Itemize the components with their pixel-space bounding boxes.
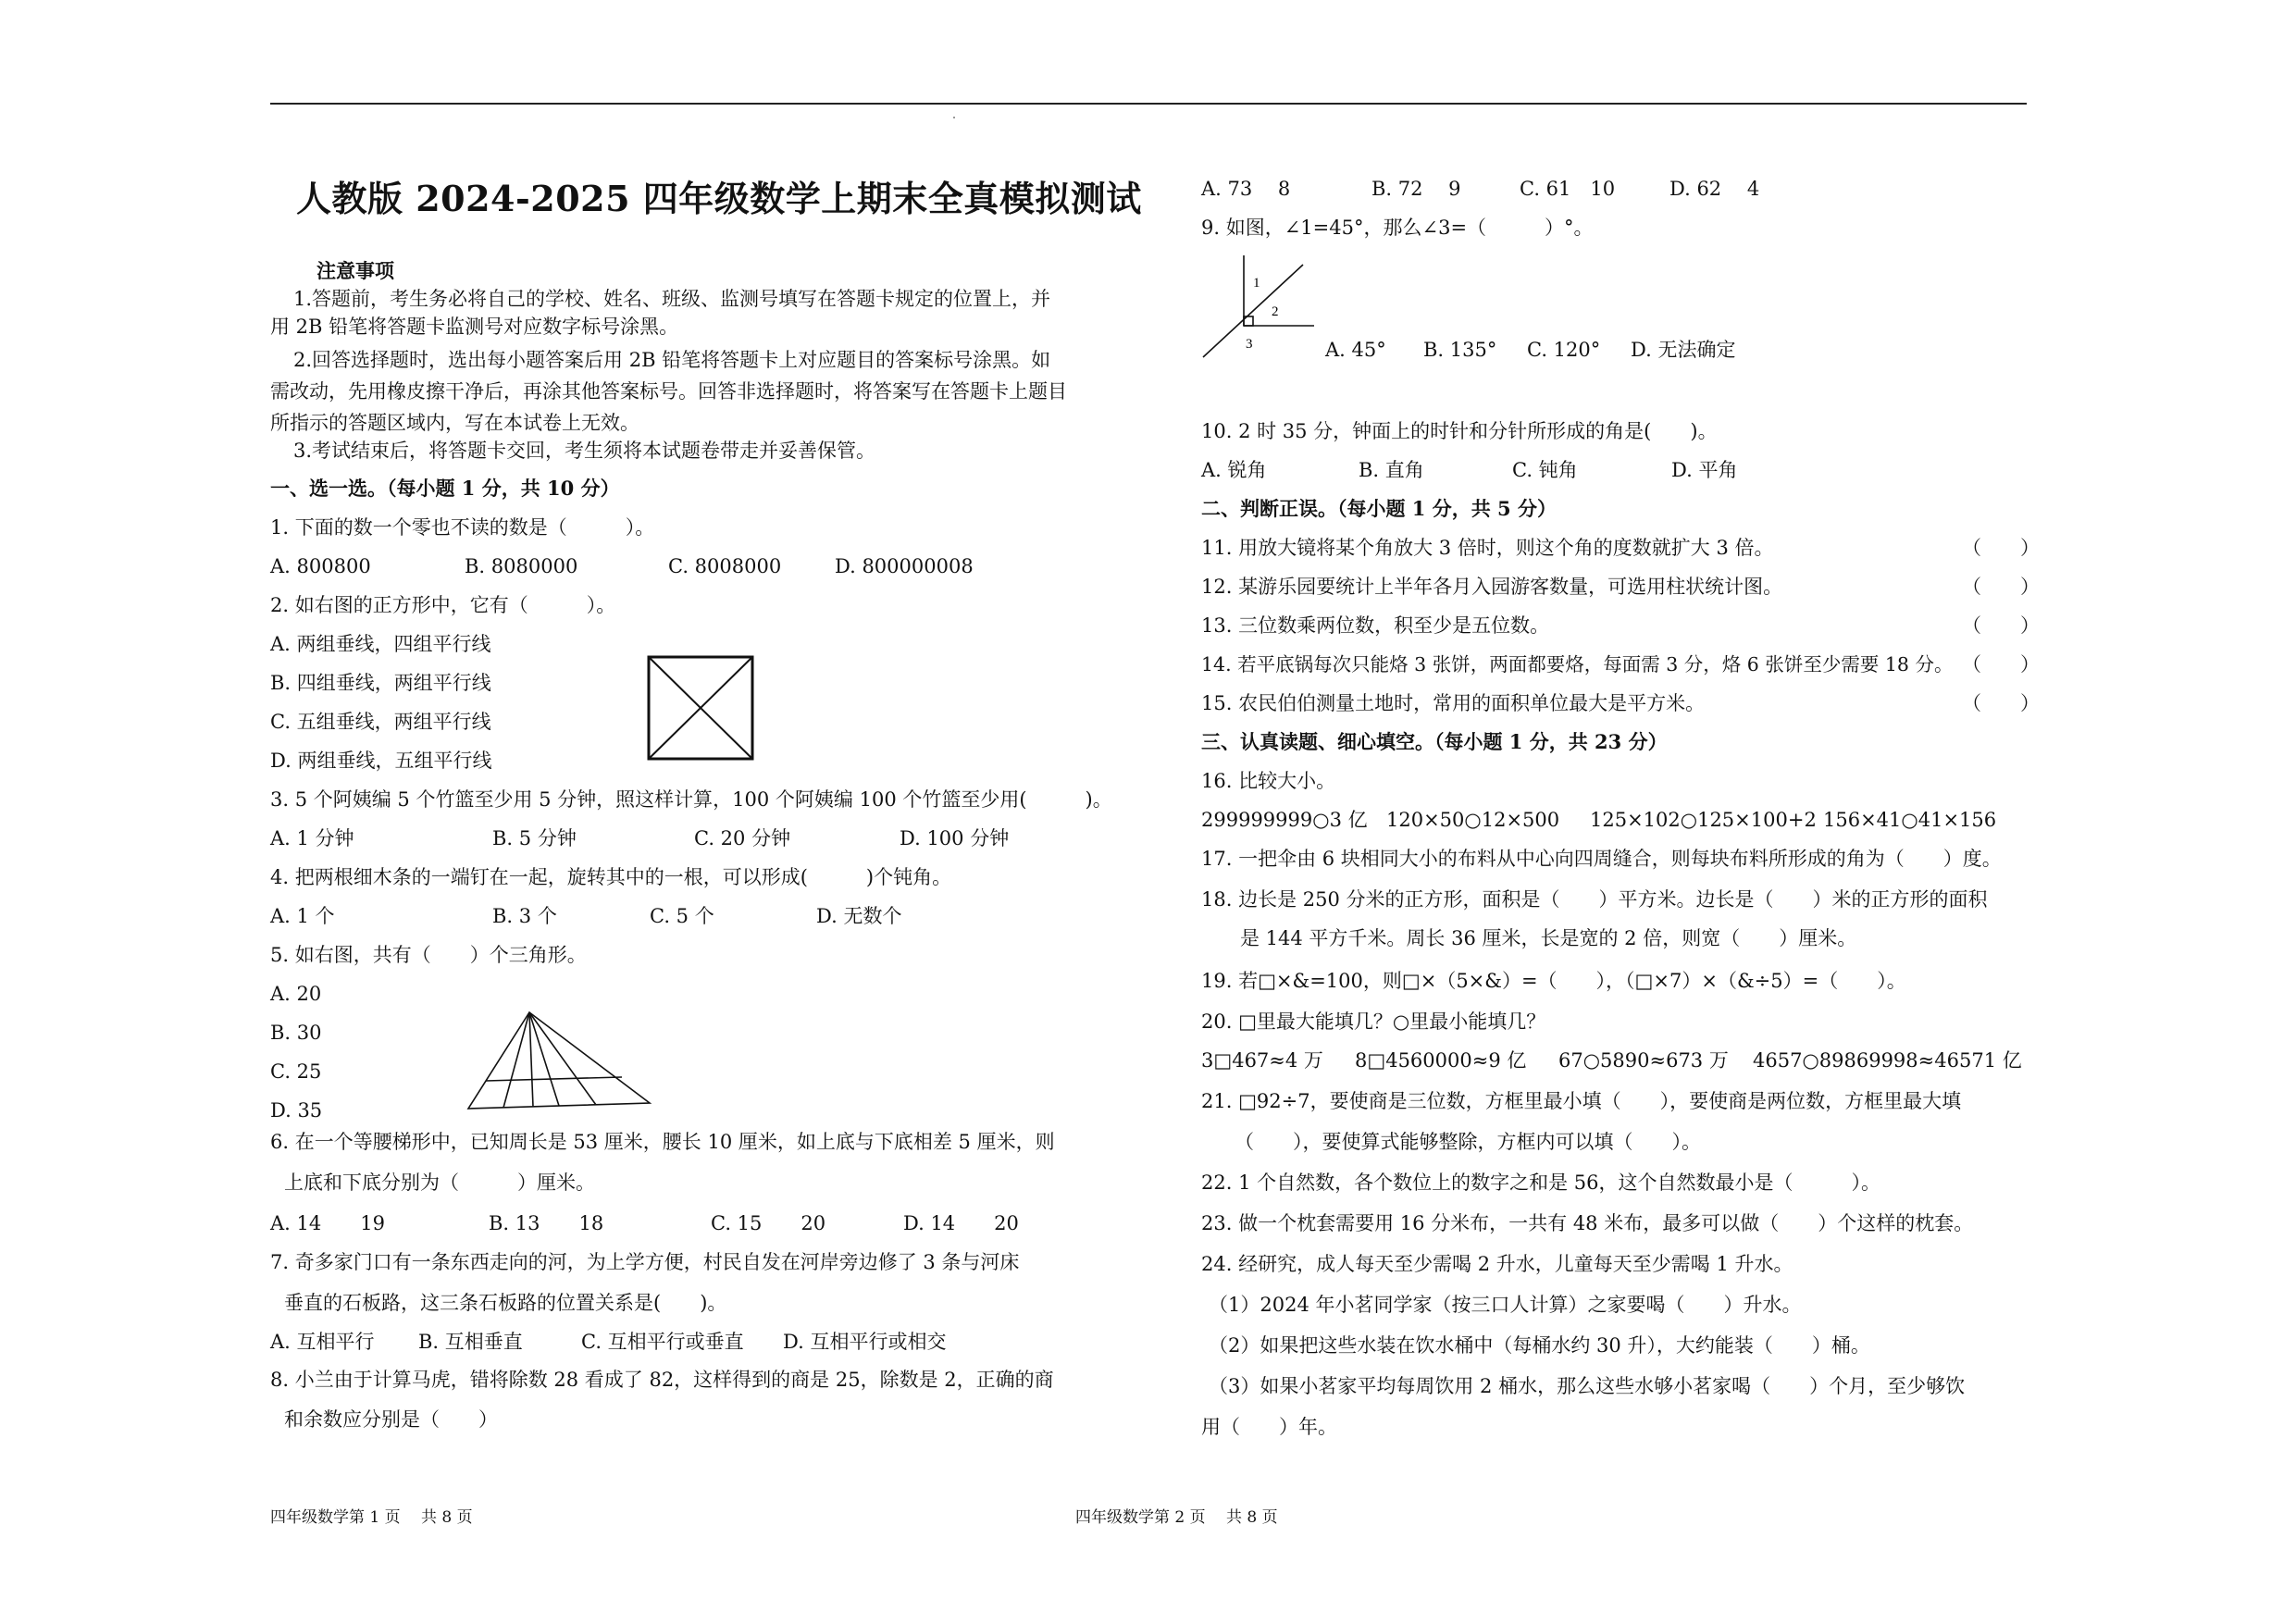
q1-option-a[interactable]: A. 800800	[270, 555, 371, 577]
q24-part-2: （2）如果把这些水装在饮水桶中（每桶水约 30 升），大约能装（ ）桶。	[1209, 1334, 1870, 1357]
q15-answer-box[interactable]: （ ）	[1962, 692, 2040, 714]
q9-option-c[interactable]: C. 120°	[1527, 339, 1601, 361]
q9-option-a[interactable]: A. 45°	[1325, 339, 1386, 361]
q2-option-c[interactable]: C. 五组垂线，两组平行线	[270, 711, 491, 733]
q2-option-a[interactable]: A. 两组垂线，四组平行线	[270, 633, 491, 655]
q7-line-2: 垂直的石板路，这三条石板路的位置关系是( )。	[284, 1292, 727, 1314]
q2-option-d[interactable]: D. 两组垂线，五组平行线	[270, 750, 492, 772]
q10-option-b[interactable]: B. 直角	[1359, 459, 1424, 481]
q15-text: 15. 农民伯伯测量土地时，常用的面积单位最大是平方米。	[1201, 692, 1706, 714]
q5-stem: 5. 如右图，共有（ ）个三角形。	[270, 944, 587, 966]
section-2-heading: 二、判断正误。（每小题 1 分，共 5 分）	[1201, 497, 1557, 520]
q20-item-1: 3□467≈4 万	[1201, 1049, 1323, 1072]
q6-option-a[interactable]: A. 14 19	[270, 1212, 385, 1234]
q11-text: 11. 用放大镜将某个角放大 3 倍时，则这个角的度数就扩大 3 倍。	[1201, 537, 1774, 559]
header-dot	[953, 117, 955, 118]
q13-text: 13. 三位数乘两位数，积至少是五位数。	[1201, 614, 1550, 637]
q20-item-3: 67○5890≈673 万	[1558, 1049, 1729, 1072]
q9-label-3: 3	[1246, 337, 1253, 352]
angle-lines-figure	[1201, 255, 1322, 359]
footer-page-2: 四年级数学第 2 页 共 8 页	[1075, 1508, 1278, 1527]
notice-line-2: 用 2B 铅笔将答题卡监测号对应数字标号涂黑。	[270, 316, 679, 338]
q16-item-3: 125×102○125×100+2	[1590, 809, 1817, 831]
q13-answer-box[interactable]: （ ）	[1962, 614, 2040, 637]
q7-option-c[interactable]: C. 互相平行或垂直	[581, 1331, 744, 1353]
q8-line-2: 和余数应分别是（ ）	[284, 1408, 498, 1431]
q22-text: 22. 1 个自然数，各个数位上的数字之和是 56，这个自然数最小是（ ）。	[1201, 1172, 1881, 1194]
q5-option-a[interactable]: A. 20	[270, 983, 322, 1005]
q14-text: 14. 若平底锅每次只能烙 3 张饼，两面都要烙，每面需 3 分，烙 6 张饼至少需要 18 分。	[1201, 653, 1954, 676]
q20-item-2: 8□4560000≈9 亿	[1355, 1049, 1527, 1072]
q5-option-d[interactable]: D. 35	[270, 1099, 323, 1122]
q8-option-a[interactable]: A. 73 8	[1201, 178, 1291, 200]
header-rule	[270, 103, 2027, 105]
q24-part-3a: （3）如果小茗家平均每周饮用 2 桶水，那么这些水够小茗家喝（ ）个月，至少够饮	[1209, 1375, 1966, 1397]
notice-line-5: 所指示的答题区域内，写在本试卷上无效。	[270, 412, 639, 434]
q10-option-d[interactable]: D. 平角	[1671, 459, 1738, 481]
q9-option-d[interactable]: D. 无法确定	[1631, 339, 1736, 361]
q21-line-2: （ ），要使算式能够整除，方框内可以填（ ）。	[1235, 1131, 1701, 1153]
q4-option-c[interactable]: C. 5 个	[650, 905, 714, 927]
q4-option-d[interactable]: D. 无数个	[816, 905, 902, 927]
q6-option-d[interactable]: D. 14 20	[903, 1212, 1019, 1234]
q24-part-1: （1）2024 年小茗同学家（按三口人计算）之家要喝（ ）升水。	[1209, 1294, 1802, 1316]
q6-line-1: 6. 在一个等腰梯形中，已知周长是 53 厘米，腰长 10 厘米，如上底与下底相差 5 厘米，则	[270, 1131, 1055, 1153]
q10-option-a[interactable]: A. 锐角	[1201, 459, 1267, 481]
q1-option-c[interactable]: C. 8008000	[668, 555, 782, 577]
q10-option-c[interactable]: C. 钝角	[1512, 459, 1578, 481]
q3-option-c[interactable]: C. 20 分钟	[694, 827, 791, 849]
q18-line-2: 是 144 平方千米。周长 36 厘米，长是宽的 2 倍，则宽（ ）厘米。	[1240, 927, 1857, 949]
page-title: 人教版 2024-2025 四年级数学上期末全真模拟测试	[296, 178, 1142, 219]
q9-stem: 9. 如图，∠1=45°，那么∠3=（ ）°。	[1201, 217, 1594, 239]
section-1-heading: 一、选一选。（每小题 1 分，共 10 分）	[270, 477, 620, 500]
q8-option-b[interactable]: B. 72 9	[1371, 178, 1461, 200]
section-3-heading: 三、认真读题、细心填空。（每小题 1 分，共 23 分）	[1201, 730, 1668, 753]
q5-option-b[interactable]: B. 30	[270, 1022, 322, 1044]
q6-option-b[interactable]: B. 13 18	[489, 1212, 604, 1234]
q6-line-2: 上底和下底分别为（ ）厘米。	[284, 1172, 595, 1194]
q8-line-1: 8. 小兰由于计算马虎，错将除数 28 看成了 82，这样得到的商是 25，除数是 2，正确的商	[270, 1369, 1054, 1391]
q21-line-1: 21. □92÷7，要使商是三位数，方框里最小填（ ），要使商是两位数，方框里最大填	[1201, 1090, 1962, 1112]
q1-stem: 1. 下面的数一个零也不读的数是（ ）。	[270, 516, 655, 539]
q7-option-a[interactable]: A. 互相平行	[270, 1331, 375, 1353]
q20-stem: 20. □里最大能填几？○里最小能填几？	[1201, 1010, 1546, 1033]
q23-text: 23. 做一个枕套需要用 16 分米布，一共有 48 米布，最多可以做（ ）个这样的枕套。	[1201, 1212, 1974, 1234]
q2-stem: 2. 如右图的正方形中，它有（ ）。	[270, 594, 616, 616]
notice-line-3: 2.回答选择题时，选出每小题答案后用 2B 铅笔将答题卡上对应题目的答案标号涂黑。如	[293, 349, 1051, 371]
q9-label-1: 1	[1253, 276, 1260, 291]
q5-option-c[interactable]: C. 25	[270, 1060, 322, 1083]
q19-text: 19. 若□×&=100，则□×（5×&）=（ ），（□×7）×（&÷5）=（ ）。	[1201, 970, 1906, 992]
q7-option-b[interactable]: B. 互相垂直	[418, 1331, 523, 1353]
q9-label-2: 2	[1272, 304, 1279, 319]
q16-item-1: 299999999○3 亿	[1201, 809, 1368, 831]
q1-option-d[interactable]: D. 800000008	[835, 555, 974, 577]
q11-answer-box[interactable]: （ ）	[1962, 537, 2040, 559]
q3-option-a[interactable]: A. 1 分钟	[270, 827, 354, 849]
q7-option-d[interactable]: D. 互相平行或相交	[783, 1331, 947, 1353]
q12-text: 12. 某游乐园要统计上半年各月入园游客数量，可选用柱状统计图。	[1201, 576, 1783, 598]
q8-option-d[interactable]: D. 62 4	[1669, 178, 1760, 200]
notice-heading: 注意事项	[316, 259, 394, 282]
triangle-fan-figure	[466, 1010, 652, 1110]
q10-stem: 10. 2 时 35 分，钟面上的时针和分针所形成的角是( )。	[1201, 420, 1718, 442]
q9-option-b[interactable]: B. 135°	[1423, 339, 1497, 361]
notice-line-4: 需改动，先用橡皮擦干净后，再涂其他答案标号。回答非选择题时，将答案写在答题卡上题目	[270, 380, 1067, 403]
q7-line-1: 7. 奇多家门口有一条东西走向的河，为上学方便，村民自发在河岸旁边修了 3 条与河床	[270, 1251, 1020, 1273]
q16-stem: 16. 比较大小。	[1201, 770, 1336, 792]
square-diagonals-figure	[647, 655, 754, 761]
q20-item-4: 4657○89869998≈46571 亿	[1753, 1049, 2022, 1072]
q24-stem: 24. 经研究，成人每天至少需喝 2 升水，儿童每天至少需喝 1 升水。	[1201, 1253, 1793, 1275]
q2-option-b[interactable]: B. 四组垂线，两组平行线	[270, 672, 491, 694]
q8-option-c[interactable]: C. 61 10	[1520, 178, 1616, 200]
q1-option-b[interactable]: B. 8080000	[465, 555, 578, 577]
q3-stem: 3. 5 个阿姨编 5 个竹篮至少用 5 分钟，照这样计算，100 个阿姨编 100 个竹篮至少用( )。	[270, 788, 1112, 811]
q3-option-d[interactable]: D. 100 分钟	[900, 827, 1010, 849]
q14-answer-box[interactable]: （ ）	[1962, 653, 2040, 676]
q4-option-b[interactable]: B. 3 个	[492, 905, 557, 927]
q17-text: 17. 一把伞由 6 块相同大小的布料从中心向四周缝合，则每块布料所形成的角为（ ）度。	[1201, 848, 2002, 870]
footer-page-1: 四年级数学第 1 页 共 8 页	[270, 1508, 473, 1527]
notice-line-6: 3.考试结束后，将答题卡交回，考生须将本试题卷带走并妥善保管。	[293, 440, 876, 462]
q6-option-c[interactable]: C. 15 20	[711, 1212, 826, 1234]
q12-answer-box[interactable]: （ ）	[1962, 576, 2040, 598]
q24-part-3b: 用（ ）年。	[1201, 1416, 1337, 1438]
q4-option-a[interactable]: A. 1 个	[270, 905, 335, 927]
q16-item-2: 120×50○12×500	[1386, 809, 1560, 831]
q16-item-4: 156×41○41×156	[1823, 809, 1997, 831]
q18-line-1: 18. 边长是 250 分米的正方形，面积是（ ）平方米。边长是（ ）米的正方形的面积	[1201, 888, 1988, 911]
q4-stem: 4. 把两根细木条的一端钉在一起，旋转其中的一根，可以形成( )个钝角。	[270, 866, 952, 888]
q3-option-b[interactable]: B. 5 分钟	[492, 827, 577, 849]
notice-line-1: 1.答题前，考生务必将自己的学校、姓名、班级、监测号填写在答题卡规定的位置上，并	[293, 288, 1051, 310]
